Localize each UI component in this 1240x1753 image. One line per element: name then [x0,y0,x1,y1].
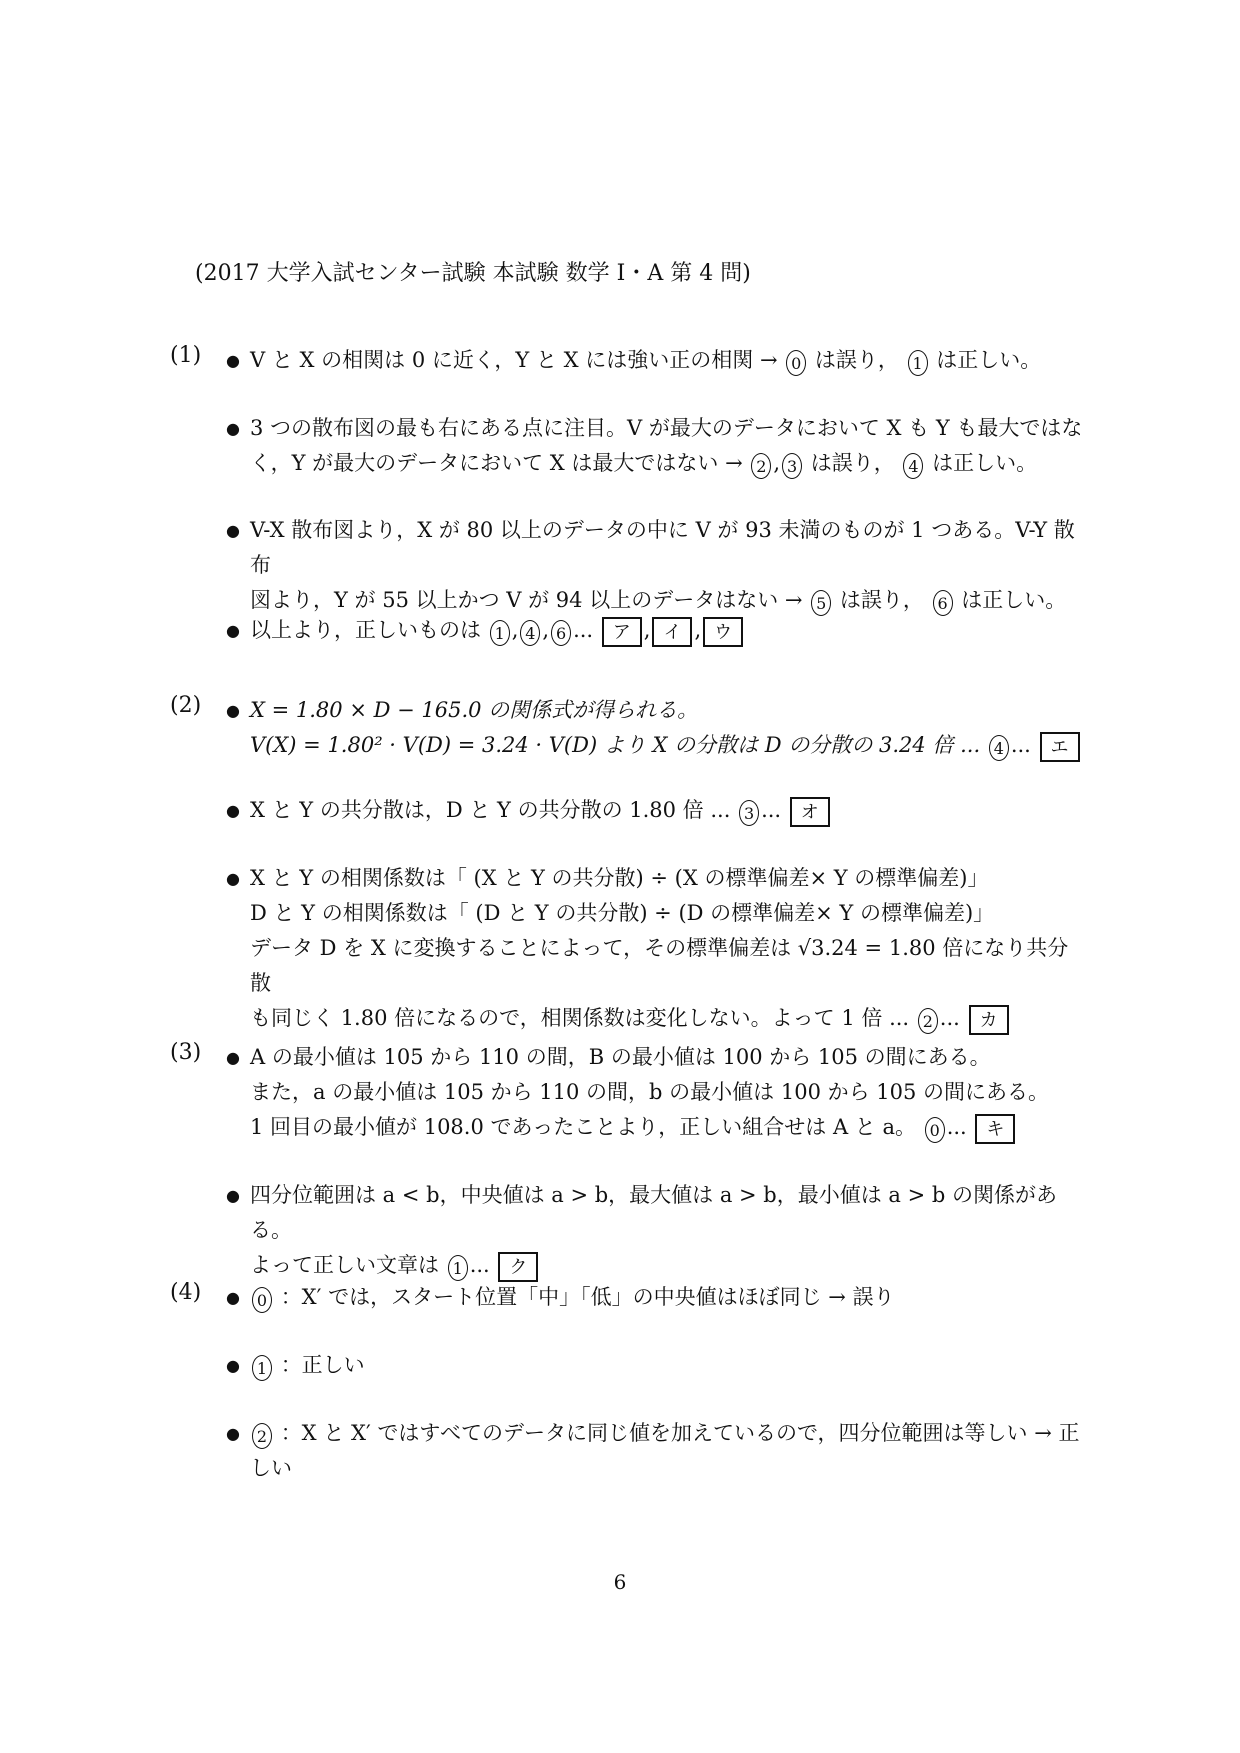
circled-number: 0 [786,350,806,376]
answer-box: ク [498,1252,538,1282]
section-label: (3) [170,1040,202,1065]
answer-box: ア [602,617,642,647]
document-title: (2017 大学入試センター試験 本試験 数学 I・A 第 4 問) [195,261,751,286]
circled-number: 6 [551,620,571,646]
text: も同じく 1.80 倍になるので，相関係数は変化しない。よって 1 倍 ... [250,1006,910,1030]
text-line: データ D を X に変換することによって，その標準偏差は √3.24 = 1.80 倍になり共分散 [250,936,1069,995]
circled-number: 3 [782,453,802,479]
text: 1 回目の最小値が 108.0 であったことより，正しい組合せは A と a。 [250,1115,917,1139]
text-line: しい [250,1456,292,1480]
circled-number: 0 [252,1287,272,1313]
text: は正しい。 [932,451,1038,475]
circled-number: 2 [918,1008,938,1034]
formula-line: X = 1.80 × D − 165.0 の関係式が得られる。 [250,698,699,722]
ellipsis: ... [939,1006,960,1030]
bullet-dot: ● [226,1288,240,1307]
ellipsis: ... [946,1115,967,1139]
answer-box: オ [790,797,830,827]
circled-number: 4 [903,453,923,479]
text-line: V-X 散布図より，X が 80 以上のデータの中に V が 93 未満のものが 1 つある。V-Y 散布 [250,518,1075,577]
text-line: また，a の最小値は 105 から 110 の間，b の最小値は 100 から 105 の間にある。 [250,1080,1050,1104]
bullet-dot: ● [226,1356,240,1375]
bullet-dot: ● [226,1186,240,1205]
text: は誤り， [814,348,899,372]
circled-number: 1 [490,620,510,646]
section-label: (2) [170,693,202,718]
separator: , [511,618,519,642]
page-number: 6 [613,1570,627,1594]
separator: , [643,618,651,642]
section-label: (4) [170,1280,202,1305]
bullet-dot: ● [226,521,240,540]
circled-number: 2 [252,1423,272,1449]
circled-number: 1 [448,1255,468,1281]
separator: , [773,451,781,475]
ellipsis: ... [1010,733,1031,757]
bullet-dot: ● [226,1424,240,1443]
bullet-dot: ● [226,621,240,640]
circled-number: 2 [751,453,771,479]
bullet-dot: ● [226,801,240,820]
ellipsis: ... [469,1253,490,1277]
bullet-dot: ● [226,701,240,720]
ellipsis: ... [761,798,782,822]
circled-number: 5 [811,590,831,616]
bullet-dot: ● [226,869,240,888]
bullet-dot: ● [226,1048,240,1067]
text-line: D と Y の相関係数は「 (D と Y の共分散) ÷ (D の標準偏差× Y の標準偏差)」 [250,901,995,925]
text: は誤り， [839,588,924,612]
circled-number: 4 [989,735,1009,761]
bullet-dot: ● [226,419,240,438]
answer-box: イ [652,617,692,647]
answer-box: カ [969,1005,1009,1035]
text-line: 四分位範囲は a < b，中央値は a > b，最大値は a > b，最小値は a > b の関係がある。 [250,1183,1058,1242]
text: よって正しい文章は [250,1253,439,1277]
circled-number: 4 [520,620,540,646]
text: 図より，Y が 55 以上かつ V が 94 以上のデータはない → [250,588,803,612]
separator: , [694,618,702,642]
text: X と Y の共分散は，D と Y の共分散の 1.80 倍 ... [250,798,731,822]
circled-number: 1 [252,1355,272,1381]
text: ：X′ では，スタート位置「中」「低」の中央値はほぼ同じ → 誤り [280,1285,895,1309]
section-label: (1) [170,343,202,368]
ellipsis: ... [573,618,594,642]
circled-number: 3 [739,800,759,826]
formula-line: V(X) = 1.80² · V(D) = 3.24 · V(D) より X の分散は D の分散の 3.24 倍 ... [250,733,981,757]
circled-number: 0 [925,1117,945,1143]
text: ：X と X′ ではすべてのデータに同じ値を加えているので，四分位範囲は等しい → 正 [280,1421,1080,1445]
circled-number: 6 [933,590,953,616]
bullet-dot: ● [226,351,240,370]
text-line: A の最小値は 105 から 110 の間，B の最小値は 100 から 105 の間にある。 [250,1045,991,1069]
circled-number: 1 [908,350,928,376]
text: 以上より，正しいものは [250,618,481,642]
answer-box: エ [1040,732,1080,762]
separator: , [542,618,550,642]
text-line: X と Y の相関係数は「 (X と Y の共分散) ÷ (X の標準偏差× Y の標準偏差)」 [250,866,989,890]
answer-box: ウ [703,617,743,647]
text: ：正しい [280,1353,365,1377]
text: く，Y が最大のデータにおいて X は最大ではない → [250,451,743,475]
answer-box: キ [975,1114,1015,1144]
text: は正しい。 [961,588,1067,612]
text: は誤り， [810,451,895,475]
text-line: 3 つの散布図の最も右にある点に注目。V が最大のデータにおいて X も Y も最大ではな [250,416,1083,440]
text: は正しい。 [936,348,1042,372]
text: V と X の相関は 0 に近く，Y と X には強い正の相関 → [250,348,778,372]
